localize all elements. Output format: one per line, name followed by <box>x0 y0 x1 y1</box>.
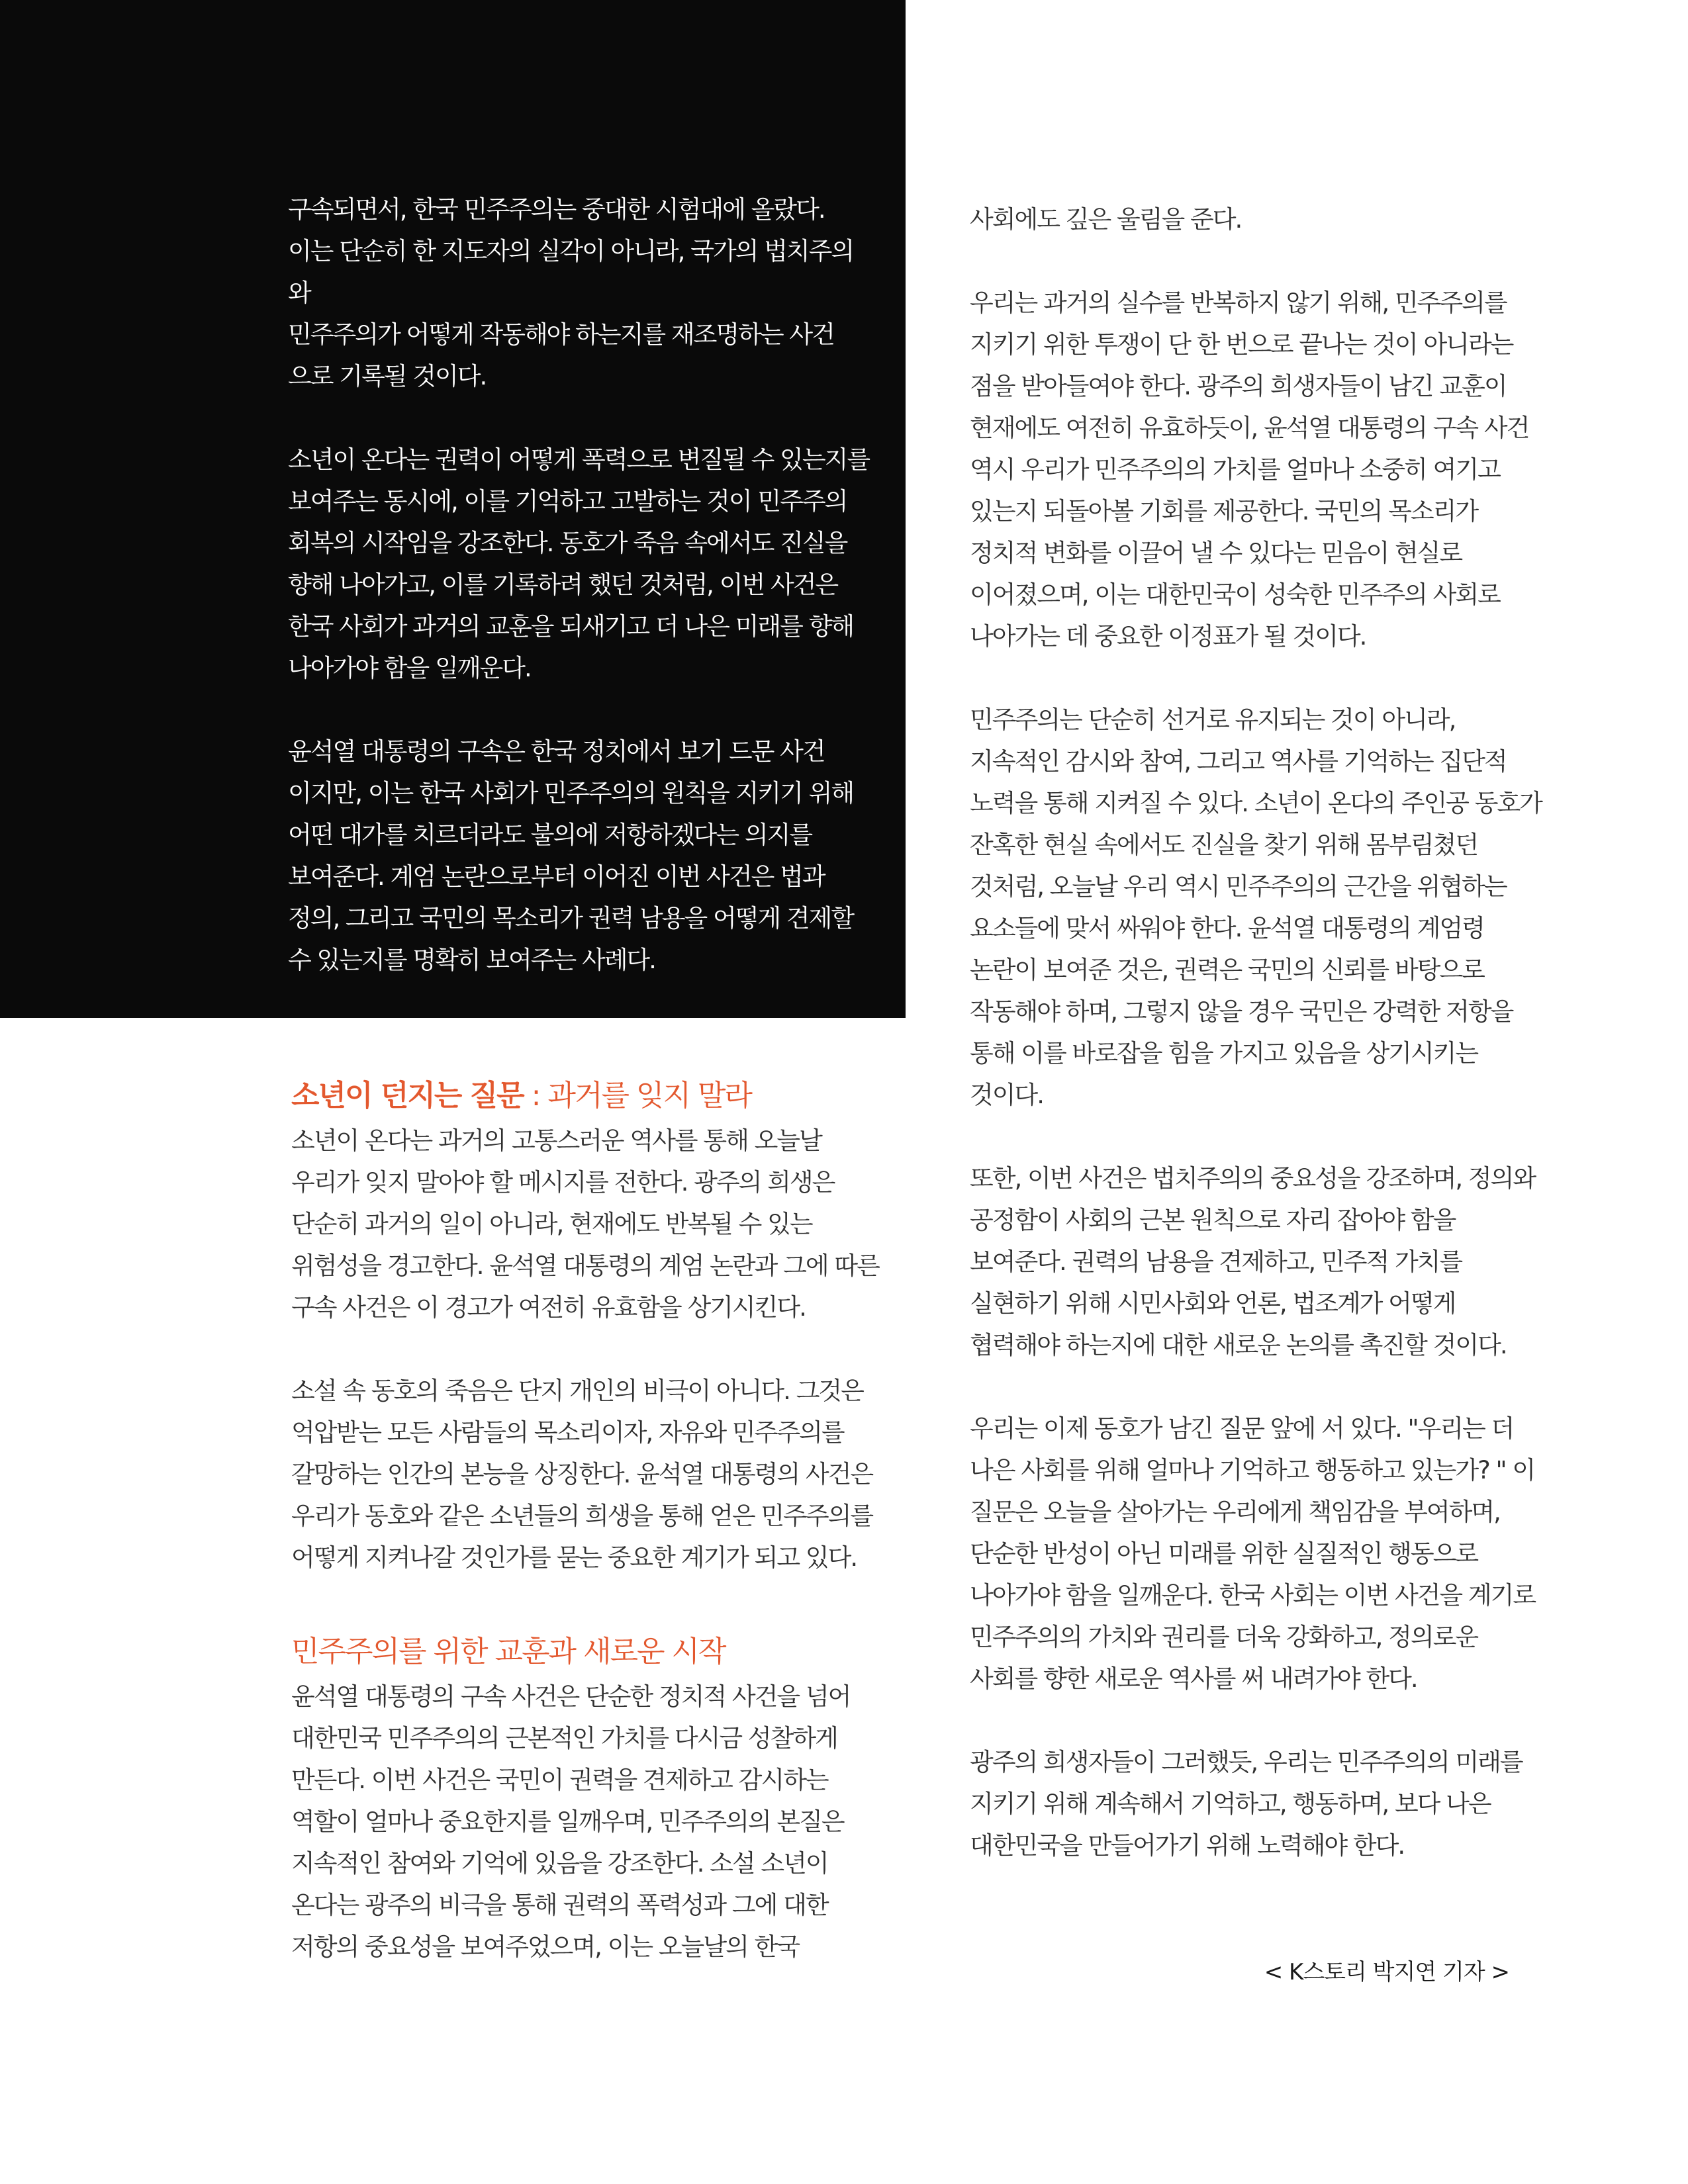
author-byline: < K스토리 박지연 기자 > <box>1264 1959 1509 1985</box>
section-heading-rest: : 과거를 잊지 말라 <box>523 1079 751 1113</box>
body-paragraph: 소설 속 동호의 죽음은 단지 개인의 비극이 아니다. 그것은 억압받는 모든 사람들의 목소리이자, 자유와 민주주의를 갈망하는 인간의 본능을 상징한다. 윤석열 대통령의 사건은 우리가 동호와 같은 소년들의 희생을 통해 얻은 민주주의를 어떻게 지켜나갈 것인가를 묻는 중요한 계기가 되고 있다. <box>291 1377 873 1572</box>
body-paragraph: 소년이 온다는 권력이 어떻게 폭력으로 변질될 수 있는지를 보여주는 동시에, 이를 기억하고 고발하는 것이 민주주의 회복의 시작임을 강조한다. 동호가 죽음 속에서도 진실을 향해 나아가고, 이를 기록하려 했던 것처럼, 이번 사건은 한국 사회가 과거의 교훈을 되새기고 더 나은 미래를 향해 나아가야 함을 일깨운다. <box>288 445 870 682</box>
body-paragraph: 광주의 희생자들이 그러했듯, 우리는 민주주의의 미래를 지키기 위해 계속해서 기억하고, 행동하며, 보다 나은 대한민국을 만들어가기 위해 노력해야 한다. <box>970 1748 1523 1860</box>
body-paragraph: 사회에도 깊은 울림을 준다. <box>970 205 1242 234</box>
section-heading-bold: 소년이 던지는 질문 <box>291 1079 524 1113</box>
body-paragraph: 우리는 과거의 실수를 반복하지 않기 위해, 민주주의를 지키기 위한 투쟁이 단 한 번으로 끝나는 것이 아니라는 점을 받아들여야 한다. 광주의 희생자들이 남긴 교훈이 현재에도 여전히 유효하듯이, 윤석열 대통령의 구속 사건 역시 우리가 민주주의의 가치를 얼마나 소중히 여기고 있는지 되돌아볼 기회를 제공한다. 국민의 목소리가 정치적 변화를 이끌어 낼 수 있다는 믿음이 현실로 이어졌으며, 이는 대한민국이 성숙한 민주주의 사회로 나아가는 데 중요한 이정표가 될 것이다. <box>970 289 1529 651</box>
body-paragraph: 우리는 이제 동호가 남긴 질문 앞에 서 있다. "우리는 더 나은 사회를 위해 얼마나 기억하고 행동하고 있는가? " 이 질문은 오늘을 살아가는 우리에게 책임감을 부여하며, 단순한 반성이 아닌 미래를 위한 실질적인 행동으로 나아가야 함을 일깨운다. 한국 사회는 이번 사건을 계기로 민주주의의 가치와 권리를 더욱 강화하고, 정의로운 사회를 향한 새로운 역사를 써 내려가야 한다. <box>970 1414 1536 1693</box>
right-column <box>970 199 1552 1866</box>
left-column-light <box>291 1072 880 1968</box>
section-heading: 민주주의를 위한 교훈과 새로운 시작 <box>291 1635 726 1668</box>
body-paragraph: 소년이 온다는 과거의 고통스러운 역사를 통해 오늘날 우리가 잊지 말아야 할 메시지를 전한다. 광주의 희생은 단순히 과거의 일이 아니라, 현재에도 반복될 수 있는 위험성을 경고한다. 윤석열 대통령의 계엄 논란과 그에 따른 구속 사건은 이 경고가 여전히 유효함을 상기시킨다. <box>291 1126 879 1322</box>
body-paragraph: 윤석열 대통령의 구속은 한국 정치에서 보기 드문 사건 이지만, 이는 한국 사회가 민주주의의 원칙을 지키기 위해 어떤 대가를 치르더라도 불의에 저항하겠다는 의지를 보여준다. 계엄 논란으로부터 이어진 이번 사건은 법과 정의, 그리고 국민의 목소리가 권력 남용을 어떻게 견제할 수 있는지를 명확히 보여주는 사례다. <box>288 737 854 974</box>
body-paragraph: 구속되면서, 한국 민주주의는 중대한 시험대에 올랐다. 이는 단순히 한 지도자의 실각이 아니라, 국가의 법치주의와 민주주의가 어떻게 작동해야 하는지를 재조명하는 사건 으로 기록될 것이다. <box>288 195 854 390</box>
body-paragraph: 윤석열 대통령의 구속 사건은 단순한 정치적 사건을 넘어 대한민국 민주주의의 근본적인 가치를 다시금 성찰하게 만든다. 이번 사건은 국민이 권력을 견제하고 감시하는 역할이 얼마나 중요한지를 일깨우며, 민주주의의 본질은 지속적인 참여와 기억에 있음을 강조한다. 소설 소년이 온다는 광주의 비극을 통해 권력의 폭력성과 그에 대한 저항의 중요성을 보여주었으며, 이는 오늘날의 한국 <box>291 1682 851 1961</box>
body-paragraph: 민주주의는 단순히 선거로 유지되는 것이 아니라, 지속적인 감시와 참여, 그리고 역사를 기억하는 집단적 노력을 통해 지켜질 수 있다. 소년이 온다의 주인공 동호가 잔혹한 현실 속에서도 진실을 찾기 위해 몸부림쳤던 것처럼, 오늘날 우리 역시 민주주의의 근간을 위협하는 요소들에 맞서 싸워야 한다. 윤석열 대통령의 계엄령 논란이 보여준 것은, 권력은 국민의 신뢰를 바탕으로 작동해야 하며, 그렇지 않을 경우 국민은 강력한 저항을 통해 이를 바로잡을 힘을 가지고 있음을 상기시키는 것이다. <box>970 705 1542 1109</box>
section-heading <box>291 1072 880 1120</box>
left-column-dark <box>288 189 870 981</box>
body-paragraph: 또한, 이번 사건은 법치주의의 중요성을 강조하며, 정의와 공정함이 사회의 근본 원칙으로 자리 잡아야 함을 보여준다. 권력의 남용을 견제하고, 민주적 가치를 실현하기 위해 시민사회와 언론, 법조계가 어떻게 협력해야 하는지에 대한 새로운 논의를 촉진할 것이다. <box>970 1164 1536 1359</box>
